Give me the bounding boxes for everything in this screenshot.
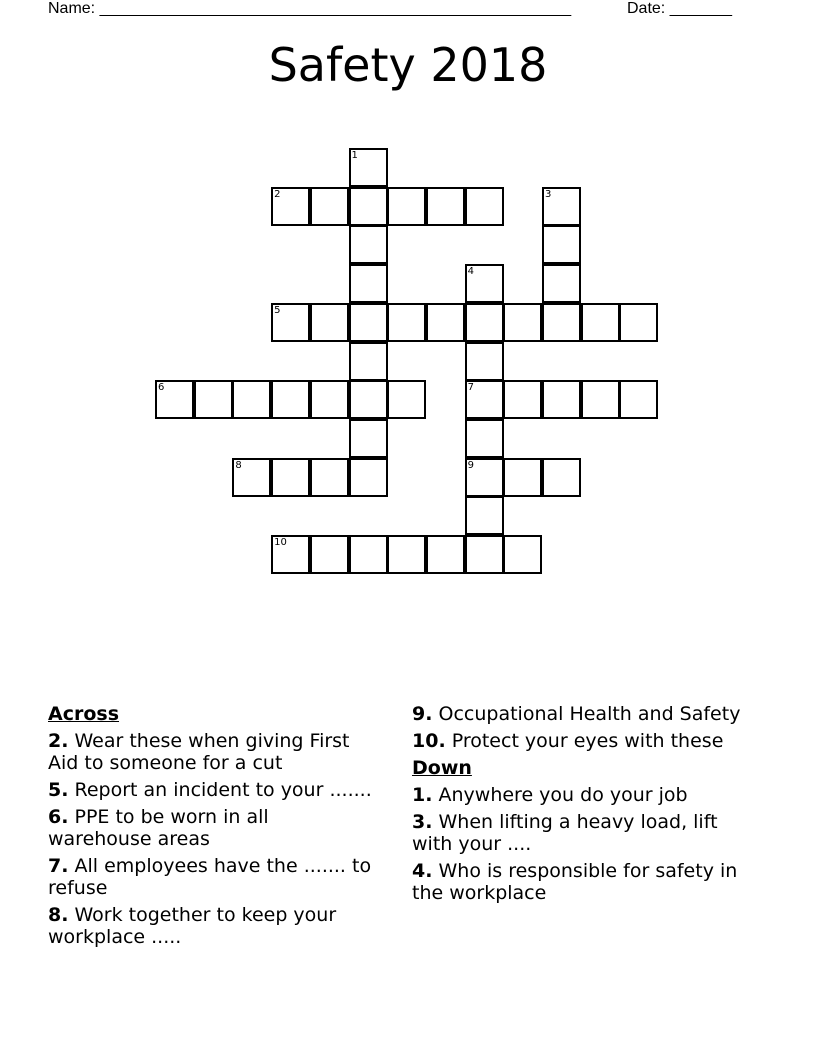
grid-cell[interactable] xyxy=(465,264,504,303)
cell-number: 8 xyxy=(235,459,242,471)
cell-number: 4 xyxy=(467,266,474,278)
grid-cell[interactable] xyxy=(310,187,349,226)
cell-number: 5 xyxy=(274,304,281,316)
clue-text: PPE to be worn in all warehouse areas xyxy=(48,806,269,850)
clue-across-9 xyxy=(412,703,752,725)
across-heading: Across xyxy=(48,703,120,725)
grid-cell[interactable] xyxy=(465,419,504,458)
date-field-label: Date: _______ xyxy=(627,0,732,17)
clue-text: Protect your eyes with these xyxy=(451,730,724,752)
grid-cell[interactable] xyxy=(542,187,581,226)
grid-cell[interactable] xyxy=(310,303,349,342)
grid-cell[interactable] xyxy=(310,380,349,419)
grid-cell[interactable] xyxy=(232,380,271,419)
clue-text: Report an incident to your ....... xyxy=(74,779,372,801)
clue-number: 5. xyxy=(48,779,69,801)
grid-cell[interactable] xyxy=(387,535,426,574)
grid-cell[interactable] xyxy=(426,187,465,226)
grid-cell[interactable] xyxy=(581,303,620,342)
clue-across-7 xyxy=(48,855,378,899)
grid-cell[interactable] xyxy=(503,535,542,574)
clue-number: 2. xyxy=(48,730,69,752)
grid-cell[interactable] xyxy=(465,496,504,535)
grid-cell[interactable] xyxy=(194,380,233,419)
clue-text: Work together to keep your workplace ..... xyxy=(48,904,337,948)
clue-down-3 xyxy=(412,811,752,855)
clue-text: Anywhere you do your job xyxy=(438,784,688,806)
page-title: Safety 2018 xyxy=(268,38,548,92)
clue-down-1 xyxy=(412,784,752,806)
grid-cell[interactable] xyxy=(271,458,310,497)
grid-cell[interactable] xyxy=(349,225,388,264)
cell-number: 9 xyxy=(467,459,474,471)
grid-cell[interactable] xyxy=(387,380,426,419)
grid-cell[interactable] xyxy=(349,187,388,226)
grid-cell[interactable] xyxy=(349,342,388,381)
grid-cell[interactable] xyxy=(465,380,504,419)
grid-cell[interactable] xyxy=(503,303,542,342)
clue-text: Occupational Health and Safety xyxy=(438,703,741,725)
grid-cell[interactable] xyxy=(271,187,310,226)
down-heading: Down xyxy=(412,757,472,779)
clue-number: 10. xyxy=(412,730,446,752)
cell-number: 1 xyxy=(351,150,358,161)
clue-number: 7. xyxy=(48,855,69,877)
grid-cell[interactable] xyxy=(542,303,581,342)
grid-cell[interactable] xyxy=(465,535,504,574)
grid-cell[interactable] xyxy=(349,458,388,497)
clue-number: 6. xyxy=(48,806,69,828)
grid-cell[interactable] xyxy=(465,342,504,381)
clues-column-right xyxy=(412,703,752,909)
grid-cell[interactable] xyxy=(349,419,388,458)
cell-number: 6 xyxy=(158,382,165,394)
grid-cell[interactable] xyxy=(310,535,349,574)
grid-cell[interactable] xyxy=(465,303,504,342)
grid-cell[interactable] xyxy=(310,458,349,497)
grid-cell[interactable] xyxy=(542,225,581,264)
clue-number: 4. xyxy=(412,860,433,882)
clue-across-5 xyxy=(48,779,378,801)
cell-number: 7 xyxy=(467,382,474,394)
grid-cell[interactable] xyxy=(426,303,465,342)
grid-cell[interactable] xyxy=(503,458,542,497)
clue-across-10 xyxy=(412,730,752,752)
grid-cell[interactable] xyxy=(349,303,388,342)
grid-cell[interactable] xyxy=(271,303,310,342)
clue-across-8 xyxy=(48,904,378,948)
grid-cell[interactable] xyxy=(349,148,388,187)
clue-text: When lifting a heavy load, lift with your .... xyxy=(412,811,718,855)
grid-cell[interactable] xyxy=(542,458,581,497)
grid-cell[interactable] xyxy=(349,264,388,303)
grid-cell[interactable] xyxy=(619,303,658,342)
grid-cell[interactable] xyxy=(349,535,388,574)
grid-cell[interactable] xyxy=(542,264,581,303)
grid-cell[interactable] xyxy=(155,380,194,419)
cell-number: 10 xyxy=(274,537,287,548)
cell-number: 3 xyxy=(545,188,552,200)
clue-across-6 xyxy=(48,806,378,850)
name-field-label: Name: _____________________________________________________ xyxy=(48,0,572,17)
clue-text: Who is responsible for safety in the workplace xyxy=(412,860,738,904)
grid-cell[interactable] xyxy=(387,187,426,226)
grid-cell[interactable] xyxy=(465,458,504,497)
cell-number: 2 xyxy=(274,188,281,200)
grid-cell[interactable] xyxy=(271,380,310,419)
grid-cell[interactable] xyxy=(581,380,620,419)
clues-column-left xyxy=(48,703,378,953)
grid-cell[interactable] xyxy=(349,380,388,419)
grid-cell[interactable] xyxy=(503,380,542,419)
clue-text: All employees have the ....... to refuse xyxy=(48,855,372,899)
clue-number: 8. xyxy=(48,904,69,926)
clue-number: 1. xyxy=(412,784,433,806)
clue-text: Wear these when giving First Aid to someone for a cut xyxy=(48,730,350,774)
grid-cell[interactable] xyxy=(619,380,658,419)
clue-number: 3. xyxy=(412,811,433,833)
grid-cell[interactable] xyxy=(465,187,504,226)
clue-across-2 xyxy=(48,730,378,774)
grid-cell[interactable] xyxy=(387,303,426,342)
clue-down-4 xyxy=(412,860,752,904)
grid-cell[interactable] xyxy=(426,535,465,574)
grid-cell[interactable] xyxy=(542,380,581,419)
clue-number: 9. xyxy=(412,703,433,725)
grid-cell[interactable] xyxy=(232,458,271,497)
grid-cell[interactable] xyxy=(271,535,310,574)
